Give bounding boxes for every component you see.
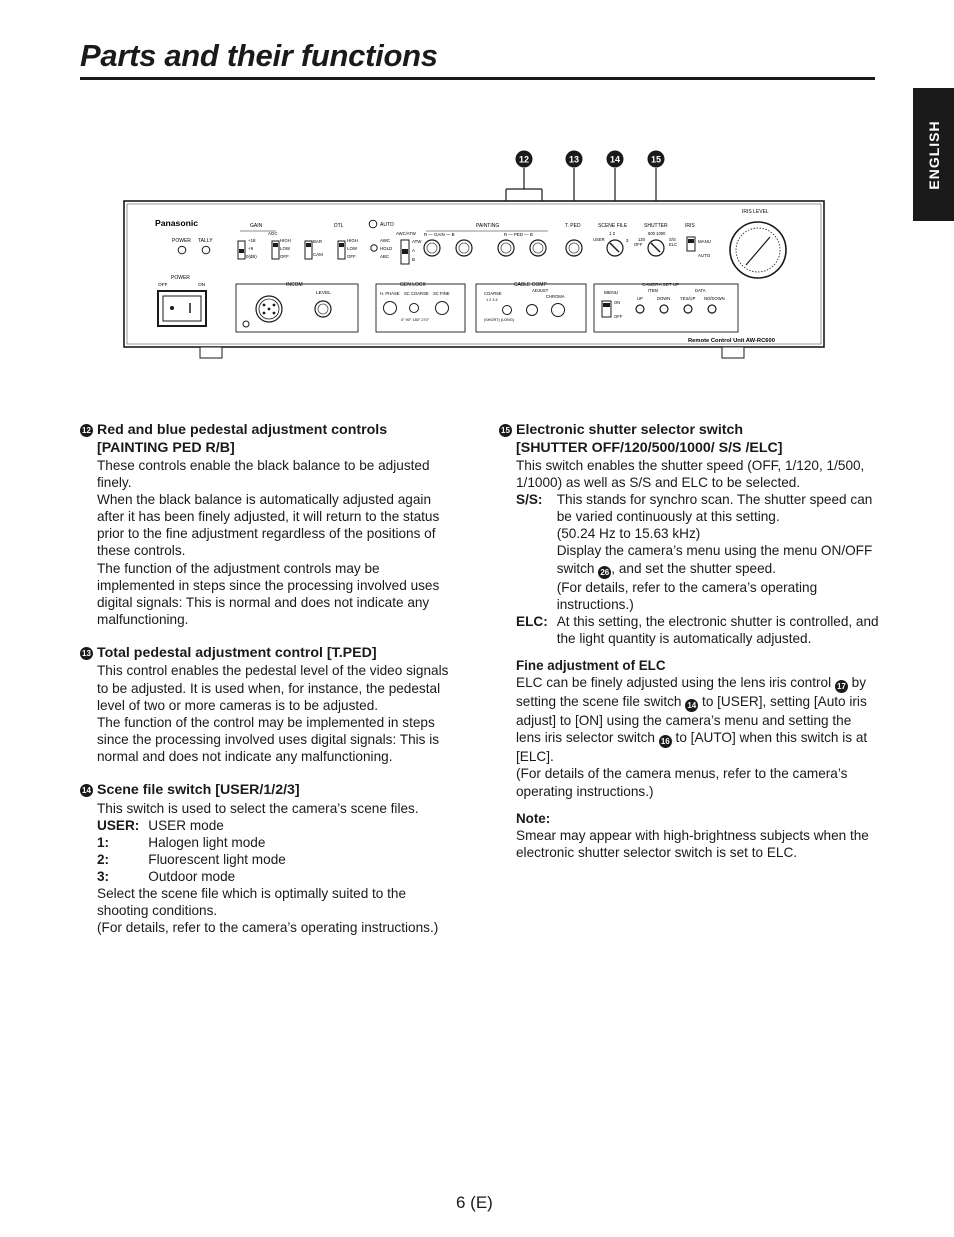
paragraph: This switch is used to select the camera’s scene files. [97, 800, 419, 816]
svg-text:0° 90° 180° 270°: 0° 90° 180° 270° [401, 318, 430, 322]
section-14-heading: 14 Scene file switch [USER/1/2/3] [80, 782, 456, 800]
paragraph: This switch enables the shutter speed (OFF, 1/120, 1/500, 1/1000) as well as S/S and ELC to be selected. [516, 458, 865, 491]
section-15-heading: 15 Electronic shutter selector switch [SHUTTER OFF/120/500/1000/ S/S /ELC] [499, 422, 879, 457]
svg-text:LOW: LOW [280, 246, 291, 251]
auto-lamp [369, 220, 377, 228]
paragraph: Select the scene file which is optimally suited to the shooting conditions. [97, 885, 407, 919]
svg-text:H. PHASE: H. PHASE [380, 291, 400, 296]
paragraph: ELC can be finely adjusted using the lens iris control 17 by setting the scene file switch 14 to [USER], setting [Auto iris adjust] to [ON] using the camera’s menu and setting the lens iris selector switch 16 to [AUTO] when this switch is at [ELC]. [516, 675, 868, 765]
svg-text:OFF: OFF [347, 254, 356, 259]
svg-text:13: 13 [568, 154, 580, 165]
svg-text:GAIN: GAIN [250, 223, 263, 229]
front-panel-drawing [118, 145, 830, 365]
language-tab [913, 88, 954, 221]
paragraph: When the black balance is automatically adjusted again after it has been finely adjusted, it will return to the status prior to the fine adjustment regardless of the positions of these controls. [97, 492, 440, 559]
svg-text:GEN LOCK: GEN LOCK [400, 282, 426, 288]
svg-text:HIGH: HIGH [280, 238, 291, 243]
svg-text:+9: +9 [248, 246, 254, 251]
svg-text:POWER: POWER [172, 238, 191, 244]
svg-text:AWC: AWC [380, 238, 391, 243]
svg-text:POWER: POWER [171, 275, 190, 281]
svg-text:12: 12 [518, 154, 530, 165]
svg-text:LOW: LOW [347, 246, 358, 251]
svg-text:120: 120 [638, 237, 645, 242]
page-number: 6 (E) [456, 1193, 493, 1212]
svg-text:INCOM: INCOM [286, 282, 303, 288]
svg-text:B: B [412, 257, 415, 262]
svg-text:CAM: CAM [313, 252, 323, 257]
svg-text:DATA: DATA [695, 288, 706, 293]
cable-adjust-knob [527, 305, 538, 316]
item-number-badge: 26 [598, 566, 611, 579]
svg-text:AUTO: AUTO [698, 253, 711, 258]
title-rule [80, 77, 875, 80]
item-number-badge: 17 [835, 680, 848, 693]
paragraph: The function of the adjustment controls may be implemented in steps since the processing involved uses digital signals: This is normal and does not indicate any malfunctioning. [97, 560, 440, 627]
section-14 [80, 782, 456, 936]
svg-text:ABC: ABC [380, 254, 390, 259]
svg-text:SHUTTER: SHUTTER [644, 223, 668, 229]
incom-section [236, 284, 358, 332]
svg-text:CAMERA SET UP: CAMERA SET UP [642, 282, 680, 287]
scene-file-modes [97, 817, 286, 885]
fine-adjustment-elc [499, 657, 879, 800]
paragraph: The function of the control may be implemented in steps since the processing involved uses digital signals: This is normal and does not indicate any malfunctioning. [97, 714, 440, 764]
svg-text:14: 14 [609, 154, 621, 165]
item-number-badge: 15 [499, 424, 512, 437]
left-column [80, 422, 456, 953]
note-heading: Note: [516, 810, 551, 826]
svg-text:0(dB): 0(dB) [246, 254, 257, 259]
svg-text:TALLY: TALLY [198, 238, 213, 244]
svg-text:NO/DOWN: NO/DOWN [704, 296, 725, 301]
svg-text:UP: UP [637, 296, 643, 301]
svg-text:USER: USER [593, 237, 605, 242]
svg-text:ITEM: ITEM [648, 288, 659, 293]
sub-heading: Fine adjustment of ELC [516, 657, 666, 673]
section-15 [499, 422, 879, 647]
callout-12 [516, 151, 533, 168]
svg-text:+18: +18 [248, 238, 256, 243]
svg-text:HOLD: HOLD [380, 246, 393, 251]
brand-logo: Panasonic [155, 218, 198, 228]
svg-text:ELC: ELC [669, 242, 678, 247]
svg-text:OFF: OFF [634, 242, 643, 247]
awc-button [371, 245, 377, 251]
right-column [499, 422, 879, 861]
shutter-mode-row: ELC: At this setting, the electronic shutter is controlled, and the light quantity is automatically adjusted. [516, 613, 879, 646]
svg-text:SCENE FILE: SCENE FILE [598, 223, 628, 229]
item-number-badge: 16 [659, 735, 672, 748]
callout-13 [566, 151, 583, 168]
front-panel-figure [118, 145, 830, 365]
svg-text:OFF: OFF [280, 254, 289, 259]
svg-text:T. PED: T. PED [565, 223, 581, 229]
item-number-badge: 14 [685, 699, 698, 712]
svg-text:3: 3 [626, 238, 629, 243]
svg-text:1 2: 1 2 [609, 231, 616, 236]
svg-text:HIGH: HIGH [347, 238, 358, 243]
item-number-badge: 13 [80, 647, 93, 660]
paragraph: (For details of the camera menus, refer to the camera’s operating instructions.) [516, 766, 848, 799]
scene-mode-row: 1: Halogen light mode [97, 834, 266, 850]
panel-foot-left [200, 347, 222, 358]
svg-text:ON: ON [198, 283, 206, 288]
power-lamp [178, 246, 186, 254]
cable-chroma-knob [552, 304, 565, 317]
shutter-modes [516, 491, 879, 647]
callout-14 [607, 151, 624, 168]
section-13-heading: 13 Total pedestal adjustment control [T.PED] [80, 645, 456, 663]
section-12 [80, 422, 456, 628]
svg-text:ATW: ATW [412, 239, 422, 244]
scene-mode-row: 2: Fluorescent light mode [97, 851, 286, 867]
item-number-badge: 14 [80, 784, 93, 797]
sc-fine-knob [436, 302, 449, 315]
language-tab-label: ENGLISH [925, 119, 942, 190]
svg-text:OFF: OFF [614, 314, 623, 319]
callout-15 [648, 151, 665, 168]
svg-text:1 2 3 4: 1 2 3 4 [486, 298, 498, 302]
svg-text:DOWN: DOWN [657, 296, 671, 301]
svg-text:PAINTING: PAINTING [476, 223, 500, 229]
shutter-mode-row: S/S: This stands for synchro scan. The shutter speed can be varied continuously at this setting. (50.24 Hz to 15.63 kHz) Display the camera’s menu using the menu ON/OFF switch 26 , and set the shutter speed. (For details, refer to the camera’s operating instructions.) [516, 492, 873, 612]
svg-text:YES/UP: YES/UP [680, 296, 696, 301]
cable-coarse-knob [503, 306, 512, 315]
data-yes-up-button [684, 305, 692, 313]
svg-text:IRIS LEVEL: IRIS LEVEL [742, 209, 769, 215]
svg-text:LEVEL: LEVEL [316, 291, 331, 296]
svg-text:R — GAIN — B: R — GAIN — B [424, 232, 455, 237]
svg-text:AGC: AGC [268, 231, 278, 236]
svg-text:CHROMA: CHROMA [546, 294, 565, 299]
svg-text:BAR: BAR [313, 239, 323, 244]
svg-text:IRIS: IRIS [685, 223, 695, 229]
sc-coarse-knob [410, 304, 419, 313]
h-phase-knob [384, 302, 397, 315]
section-12-heading: 12 Red and blue pedestal adjustment controls [PAINTING PED R/B] [80, 422, 456, 457]
svg-text:MANU: MANU [698, 239, 711, 244]
svg-text:S/S: S/S [669, 237, 676, 242]
tally-lamp [202, 246, 210, 254]
data-no-down-button [708, 305, 716, 313]
svg-text:CABLE COMP: CABLE COMP [514, 282, 547, 288]
svg-text:15: 15 [650, 154, 662, 165]
svg-text:ON: ON [614, 300, 621, 305]
svg-text:OFF: OFF [158, 283, 168, 288]
scene-mode-row: 3: Outdoor mode [97, 868, 236, 884]
panel-foot-right [722, 347, 744, 358]
svg-text:A: A [412, 248, 415, 253]
section-13 [80, 645, 456, 765]
scene-mode-row: USER: USER mode [97, 817, 224, 833]
svg-text:COARSE: COARSE [484, 291, 502, 296]
svg-text:(SHORT) (LONG): (SHORT) (LONG) [484, 318, 515, 322]
svg-text:AWC/ATW: AWC/ATW [396, 231, 416, 236]
svg-text:ADJUST: ADJUST [532, 288, 549, 293]
svg-text:AUTO: AUTO [380, 222, 394, 228]
item-number-badge: 12 [80, 424, 93, 437]
note [499, 810, 879, 861]
page-title: Parts and their functions [80, 38, 438, 73]
item-down-button [660, 305, 668, 313]
svg-text:SC COARSE: SC COARSE [404, 291, 429, 296]
svg-text:DTL: DTL [334, 223, 344, 229]
model-label: Remote Control Unit AW-RC600 [688, 338, 775, 344]
svg-text:500 1000: 500 1000 [648, 231, 666, 236]
item-up-button [636, 305, 644, 313]
paragraph: These controls enable the black balance to be adjusted finely. [97, 458, 430, 491]
note-text: Smear may appear with high-brightness subjects when the electronic shutter selector switch is set to ELC. [516, 827, 869, 860]
svg-text:SC FINE: SC FINE [433, 291, 450, 296]
paragraph: (For details, refer to the camera’s operating instructions.) [97, 920, 439, 936]
svg-text:R — PED — B: R — PED — B [504, 232, 533, 237]
svg-text:MENU: MENU [604, 291, 619, 296]
paragraph: This control enables the pedestal level of the video signals to be adjusted. It is used when, for instance, the pedestal level of two or more cameras is to be adjusted. [97, 663, 449, 713]
